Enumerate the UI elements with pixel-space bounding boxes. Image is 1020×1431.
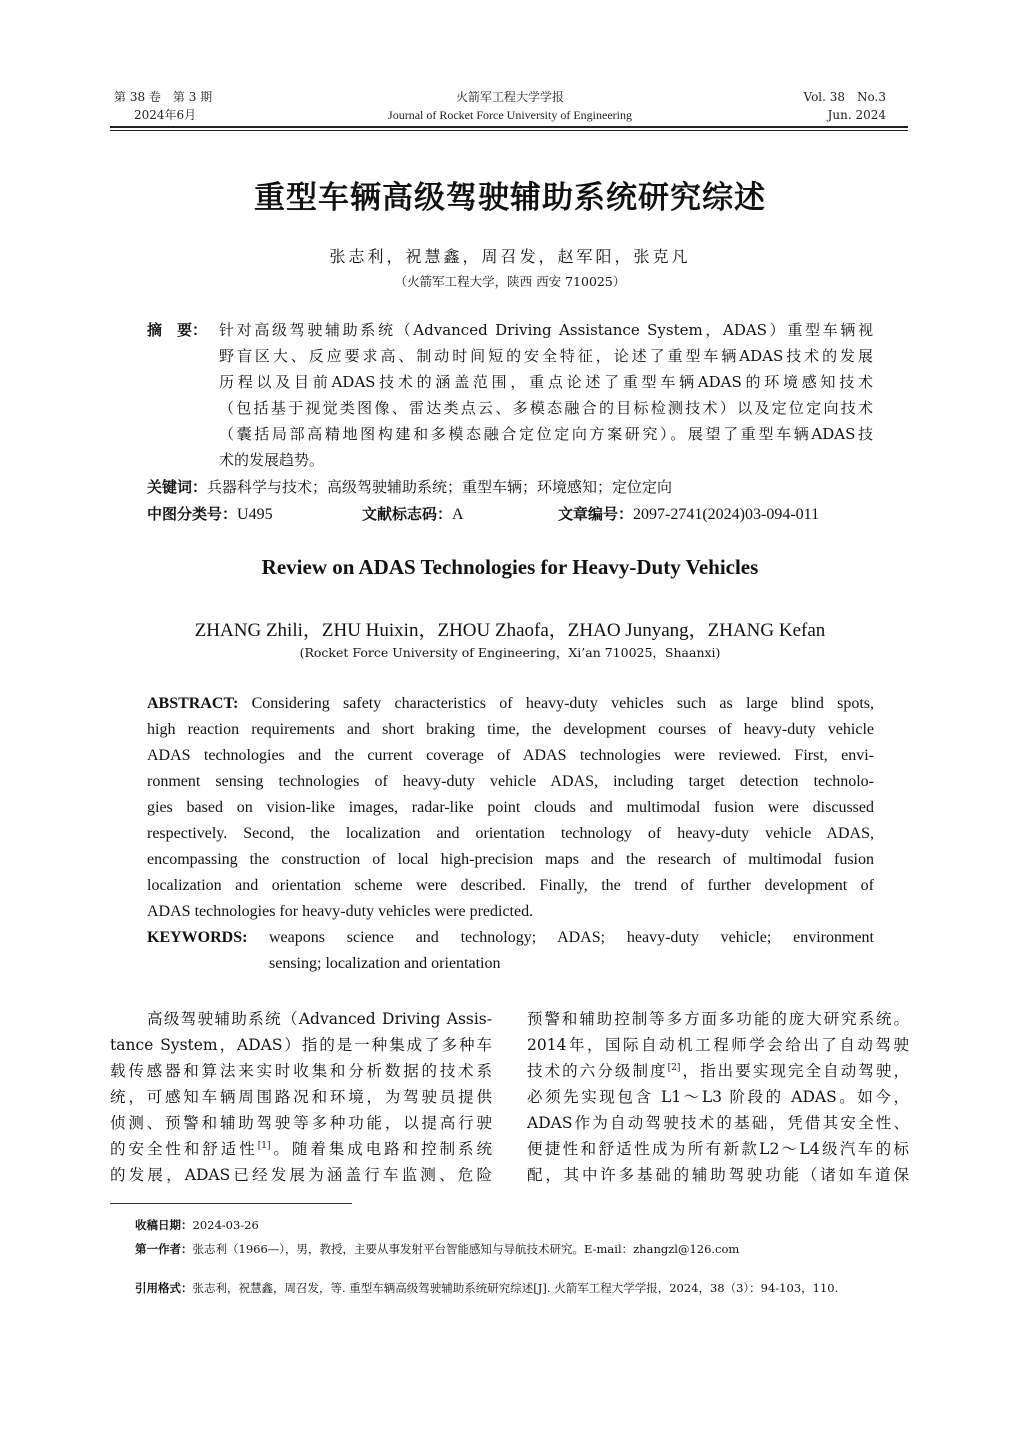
received-value: 2024-03-26 xyxy=(192,1218,259,1232)
citation-format xyxy=(135,1279,838,1297)
body-line: 载传感器和算法来实时收集和分析数据的技术系 xyxy=(110,1062,492,1080)
abstract-line: Considering safety characteristics of heavy-duty vehicles such as large blind spots, xyxy=(251,695,875,712)
keywords-en-text: weapons science and technology; ADAS; heavy-duty vehicle; environment xyxy=(269,929,874,946)
body-line xyxy=(110,1136,492,1162)
article-number xyxy=(558,501,819,528)
first-author-label: 第一作者： xyxy=(135,1242,193,1256)
article-number-value: 2097-2741(2024)03-094-011 xyxy=(633,506,820,523)
abstract-line: 野盲区大、反应要求高、制动时间短的安全特征，论述了重型车辆ADAS技术的发展 xyxy=(219,347,873,365)
text: ，指出要实现完全自动驾驶， xyxy=(680,1062,909,1080)
authors-en: ZHANG Zhili，ZHU Huixin，ZHOU Zhaofa，ZHAO Junyang，ZHANG Kefan xyxy=(194,620,826,641)
volume-issue: 第 38 卷 第 3 期 xyxy=(114,90,213,104)
abstract-zh-label xyxy=(147,317,207,343)
first-author-value: 张志利（1966—），男，教授，主要从事发射平台智能感知与导航技术研究。E-mail：zhangzl@126.com xyxy=(192,1242,740,1256)
citation-link[interactable]: [2] xyxy=(667,1063,681,1073)
abstract-line: gies based on vision-like images, radar-like point clouds and multimodal fusion were discussed xyxy=(147,799,874,816)
received-date xyxy=(135,1216,259,1234)
page-title: 重型车辆高级驾驶辅助系统研究综述 xyxy=(254,180,766,216)
citation-link[interactable]: [1] xyxy=(257,1141,271,1151)
text: 。随着集成电路和控制系统 xyxy=(270,1140,492,1158)
clc-label: 中图分类号： xyxy=(147,505,238,523)
journal-name-zh: 火箭军工程大学学报 xyxy=(455,90,564,104)
doc-code-label: 文献标志码： xyxy=(362,505,453,523)
header-rule xyxy=(110,126,908,128)
clc-value: U495 xyxy=(237,506,273,523)
citation-label: 引用格式： xyxy=(135,1281,193,1295)
body-line: 统，可感知车辆周围路况和环境，为驾驶员提供 xyxy=(110,1088,492,1106)
keywords-en-text: sensing; localization and orientation xyxy=(269,955,501,972)
header-rule-thin xyxy=(110,130,908,131)
clc-number xyxy=(147,501,273,528)
abstract-line: ADAS technologies and the current coverage of ADAS technologies were reviewed. First, envi- xyxy=(147,747,874,764)
body-line: ADAS作为自动驾驶技术的基础，凭借其安全性、 xyxy=(527,1114,909,1132)
body-left-column xyxy=(110,1006,492,1188)
abstract-en-label: ABSTRACT: xyxy=(147,695,239,712)
abstract-line: ADAS technologies for heavy-duty vehicles were predicted. xyxy=(147,903,534,920)
issue-date: 2024年6月 xyxy=(134,108,197,122)
date-en: Jun. 2024 xyxy=(827,108,886,122)
doc-code xyxy=(362,501,464,528)
affiliation-zh: （火箭军工程大学，陕西 西安 710025） xyxy=(394,274,626,289)
text: 的安全性和舒适性 xyxy=(110,1140,258,1158)
text: 技术的六分级制度 xyxy=(527,1062,668,1080)
abstract-line: localization and orientation scheme were described. Finally, the trend of further development of xyxy=(147,877,874,894)
body-line: 2014年，国际自动机工程师学会给出了自动驾驶 xyxy=(527,1036,909,1054)
abstract-line: 术的发展趋势。 xyxy=(219,451,325,469)
doc-code-value: A xyxy=(452,506,464,523)
article-number-label: 文章编号： xyxy=(558,505,634,523)
keywords-text: 兵器科学与技术；高级驾驶辅助系统；重型车辆；环境感知；定位定向 xyxy=(207,478,673,496)
keywords-zh xyxy=(147,474,672,500)
abstract-line: encompassing the construction of local high-precision maps and the research of multimodal fusion xyxy=(147,851,874,868)
abstract-line: respectively. Second, the localization and orientation technology of heavy-duty vehicle ADAS, xyxy=(147,825,874,842)
abstract-line: （包括基于视觉类图像、雷达类点云、多模态融合的目标检测技术）以及定位定向技术 xyxy=(219,399,873,417)
body-line xyxy=(527,1058,909,1084)
body-line: 预警和辅助控制等多方面多功能的庞大研究系统。 xyxy=(527,1010,909,1028)
volume-en: Vol. 38 No.3 xyxy=(803,90,886,104)
volume-info-en xyxy=(804,88,887,124)
body-line: 侦测、预警和辅助驾驶等多种功能，以提高行驶 xyxy=(110,1114,492,1132)
abstract-label: 摘 要： xyxy=(147,321,208,339)
abstract-en xyxy=(147,691,874,977)
journal-name-en: Journal of Rocket Force University of Engineering xyxy=(388,108,632,122)
body-line: 配，其中许多基础的辅助驾驶功能（诸如车道保 xyxy=(527,1166,909,1184)
body-line: 高级驾驶辅助系统（Advanced Driving Assis- xyxy=(147,1010,492,1028)
footnote-rule xyxy=(110,1203,352,1204)
body-line: 必须先实现包含 L1～L3 阶段的 ADAS。如今， xyxy=(527,1088,909,1106)
received-label: 收稿日期： xyxy=(135,1218,193,1232)
abstract-line: high reaction requirements and short braking time, the development courses of heavy-duty vehicle xyxy=(147,721,874,738)
keywords-en-label: KEYWORDS: xyxy=(147,929,248,946)
title-en: Review on ADAS Technologies for Heavy-Duty Vehicles xyxy=(261,555,759,579)
body-right-column xyxy=(527,1006,909,1188)
abstract-line: （囊括局部高精地图构建和多模态融合定位定向方案研究）。展望了重型车辆ADAS技 xyxy=(219,425,873,443)
affiliation-en: (Rocket Force University of Engineering，Xi’an 710025，Shaanxi) xyxy=(299,645,721,660)
body-line: 便捷性和舒适性成为所有新款L2～L4级汽车的标 xyxy=(527,1140,909,1158)
authors-zh: 张志利，祝慧鑫，周召发，赵军阳，张克凡 xyxy=(329,247,691,266)
keywords-label: 关键词： xyxy=(147,478,208,496)
abstract-line: 历程以及目前ADAS技术的涵盖范围，重点论述了重型车辆ADAS的环境感知技术 xyxy=(219,373,873,391)
abstract-line: ronment sensing technologies of heavy-duty vehicle ADAS, including target detection technolo- xyxy=(147,773,874,790)
first-author xyxy=(135,1240,739,1258)
abstract-zh xyxy=(219,317,873,473)
body-line: 的发展，ADAS已经发展为涵盖行车监测、危险 xyxy=(110,1166,492,1184)
abstract-line: 针对高级驾驶辅助系统（Advanced Driving Assistance System，ADAS）重型车辆视 xyxy=(219,321,873,339)
body-line: tance System，ADAS）指的是一种集成了多种车 xyxy=(110,1036,492,1054)
citation-value: 张志利，祝慧鑫，周召发，等. 重型车辆高级驾驶辅助系统研究综述[J]. 火箭军工程大学学报，2024，38（3）：94-103，110. xyxy=(192,1281,839,1295)
